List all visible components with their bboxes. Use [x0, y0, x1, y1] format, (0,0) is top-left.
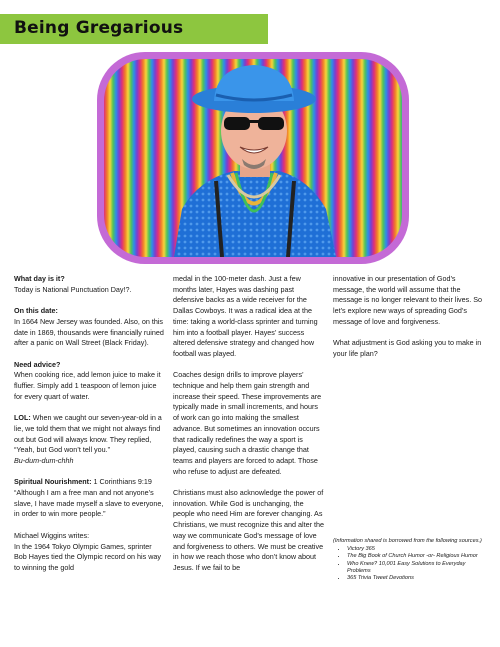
spiritual-nourishment-text: 1 Corinthians 9:19 “Although I am a free man and not anyone’s slave, I have made myself a slave to everyone, in order to win more people.”: [14, 477, 164, 519]
what-day-heading: What day is it?: [14, 274, 65, 283]
column-3: [333, 274, 488, 360]
page-title: Being Gregarious: [14, 18, 184, 38]
lol-paragraph: [14, 413, 164, 456]
lol-tag: Bu-dum-dum-chhh: [14, 455, 74, 465]
photo-frame: [97, 52, 409, 264]
title-banner: [0, 14, 268, 44]
what-day-text: Today is National Punctuation Day!?.: [14, 284, 132, 294]
on-this-date-text: In 1664 New Jersey was founded. Also, on this date in 1869, thousands were financially ruined after a panic on Wall Street (Black Friday).: [14, 316, 164, 348]
column-2-paragraph-2: Coaches design drills to improve players’ technique and help them gain strength and increase their speed. These improvements are typically made in small increments, and hours of work can go into making the smallest advance. But sometimes an innovation occurs that radically redefines the way a sport is played, causing such a drastic change that teams and players are forced to adapt. Those who refuse to adjust are defeated.: [173, 370, 322, 476]
sources-list: [333, 546, 483, 582]
column-3-paragraph-1: innovative in our presentation of God’s message, the world will assume that the message is no longer relevant to their lives. So let’s explore new ways of spreading God’s message of love and forgiveness.: [333, 274, 483, 326]
man-in-blue-hat-photo: [104, 59, 402, 257]
lol-heading: LOL:: [14, 413, 31, 423]
sources-intro: (Information shared is borrowed from the following sources.): [333, 538, 482, 544]
column-1: [14, 274, 164, 574]
source-item: • Who Knew? 10,001 Easy Solutions to Everyday Problems: [347, 561, 483, 575]
lol-text: When we caught our seven-year-old in a lie, we told them that we might not always find out but God will always know. They replied, “Yeah, but God won’t tell you.”: [14, 413, 162, 455]
sources-note: [333, 538, 483, 582]
spiritual-nourishment-heading: Spiritual Nourishment:: [14, 477, 92, 487]
need-advice-heading: Need advice?: [14, 359, 61, 369]
column-2-paragraph-3: Christians must also acknowledge the power of innovation. While God is unchanging, the people who need Him are forever changing. As Christians, we must recognize this and alter the way we communicate God’s message of love and forgiveness to others. We must be creative in how we reach those who don’t know about Jesus. If we fail to be: [173, 488, 325, 572]
source-item: • The Big Book of Church Humor -or- Religious Humor: [347, 553, 483, 560]
photo-illustration: [104, 59, 402, 257]
writer-text: In the 1964 Tokyo Olympic Games, sprinter Bob Hayes tied the Olympic record on his way to winning the gold: [14, 541, 162, 572]
column-2-paragraph-1: medal in the 100-meter dash. Just a few months later, Hayes was dashing past defensive backs as a wide receiver for the Dallas Cowboys. It was a radical idea at the time: taking a world-class sprinter and turning him into a football player. Hayes’ success altered defensive strategy and changed how football was played.: [173, 274, 318, 358]
column-2: [173, 274, 325, 574]
writer-heading: Michael Wiggins writes:: [14, 530, 90, 540]
column-3-paragraph-2: What adjustment is God asking you to make in your life plan?: [333, 338, 482, 358]
source-item: • 365 Trivia Tweet Devotions: [347, 575, 483, 582]
source-item: • Victory 365: [347, 546, 483, 553]
need-advice-text: When cooking rice, add lemon juice to make it fluffier. Simply add 1 teaspoon of lemon juice for every quart of water.: [14, 370, 161, 401]
spiritual-nourishment-paragraph: [14, 477, 164, 520]
on-this-date-heading: On this date:: [14, 306, 58, 316]
